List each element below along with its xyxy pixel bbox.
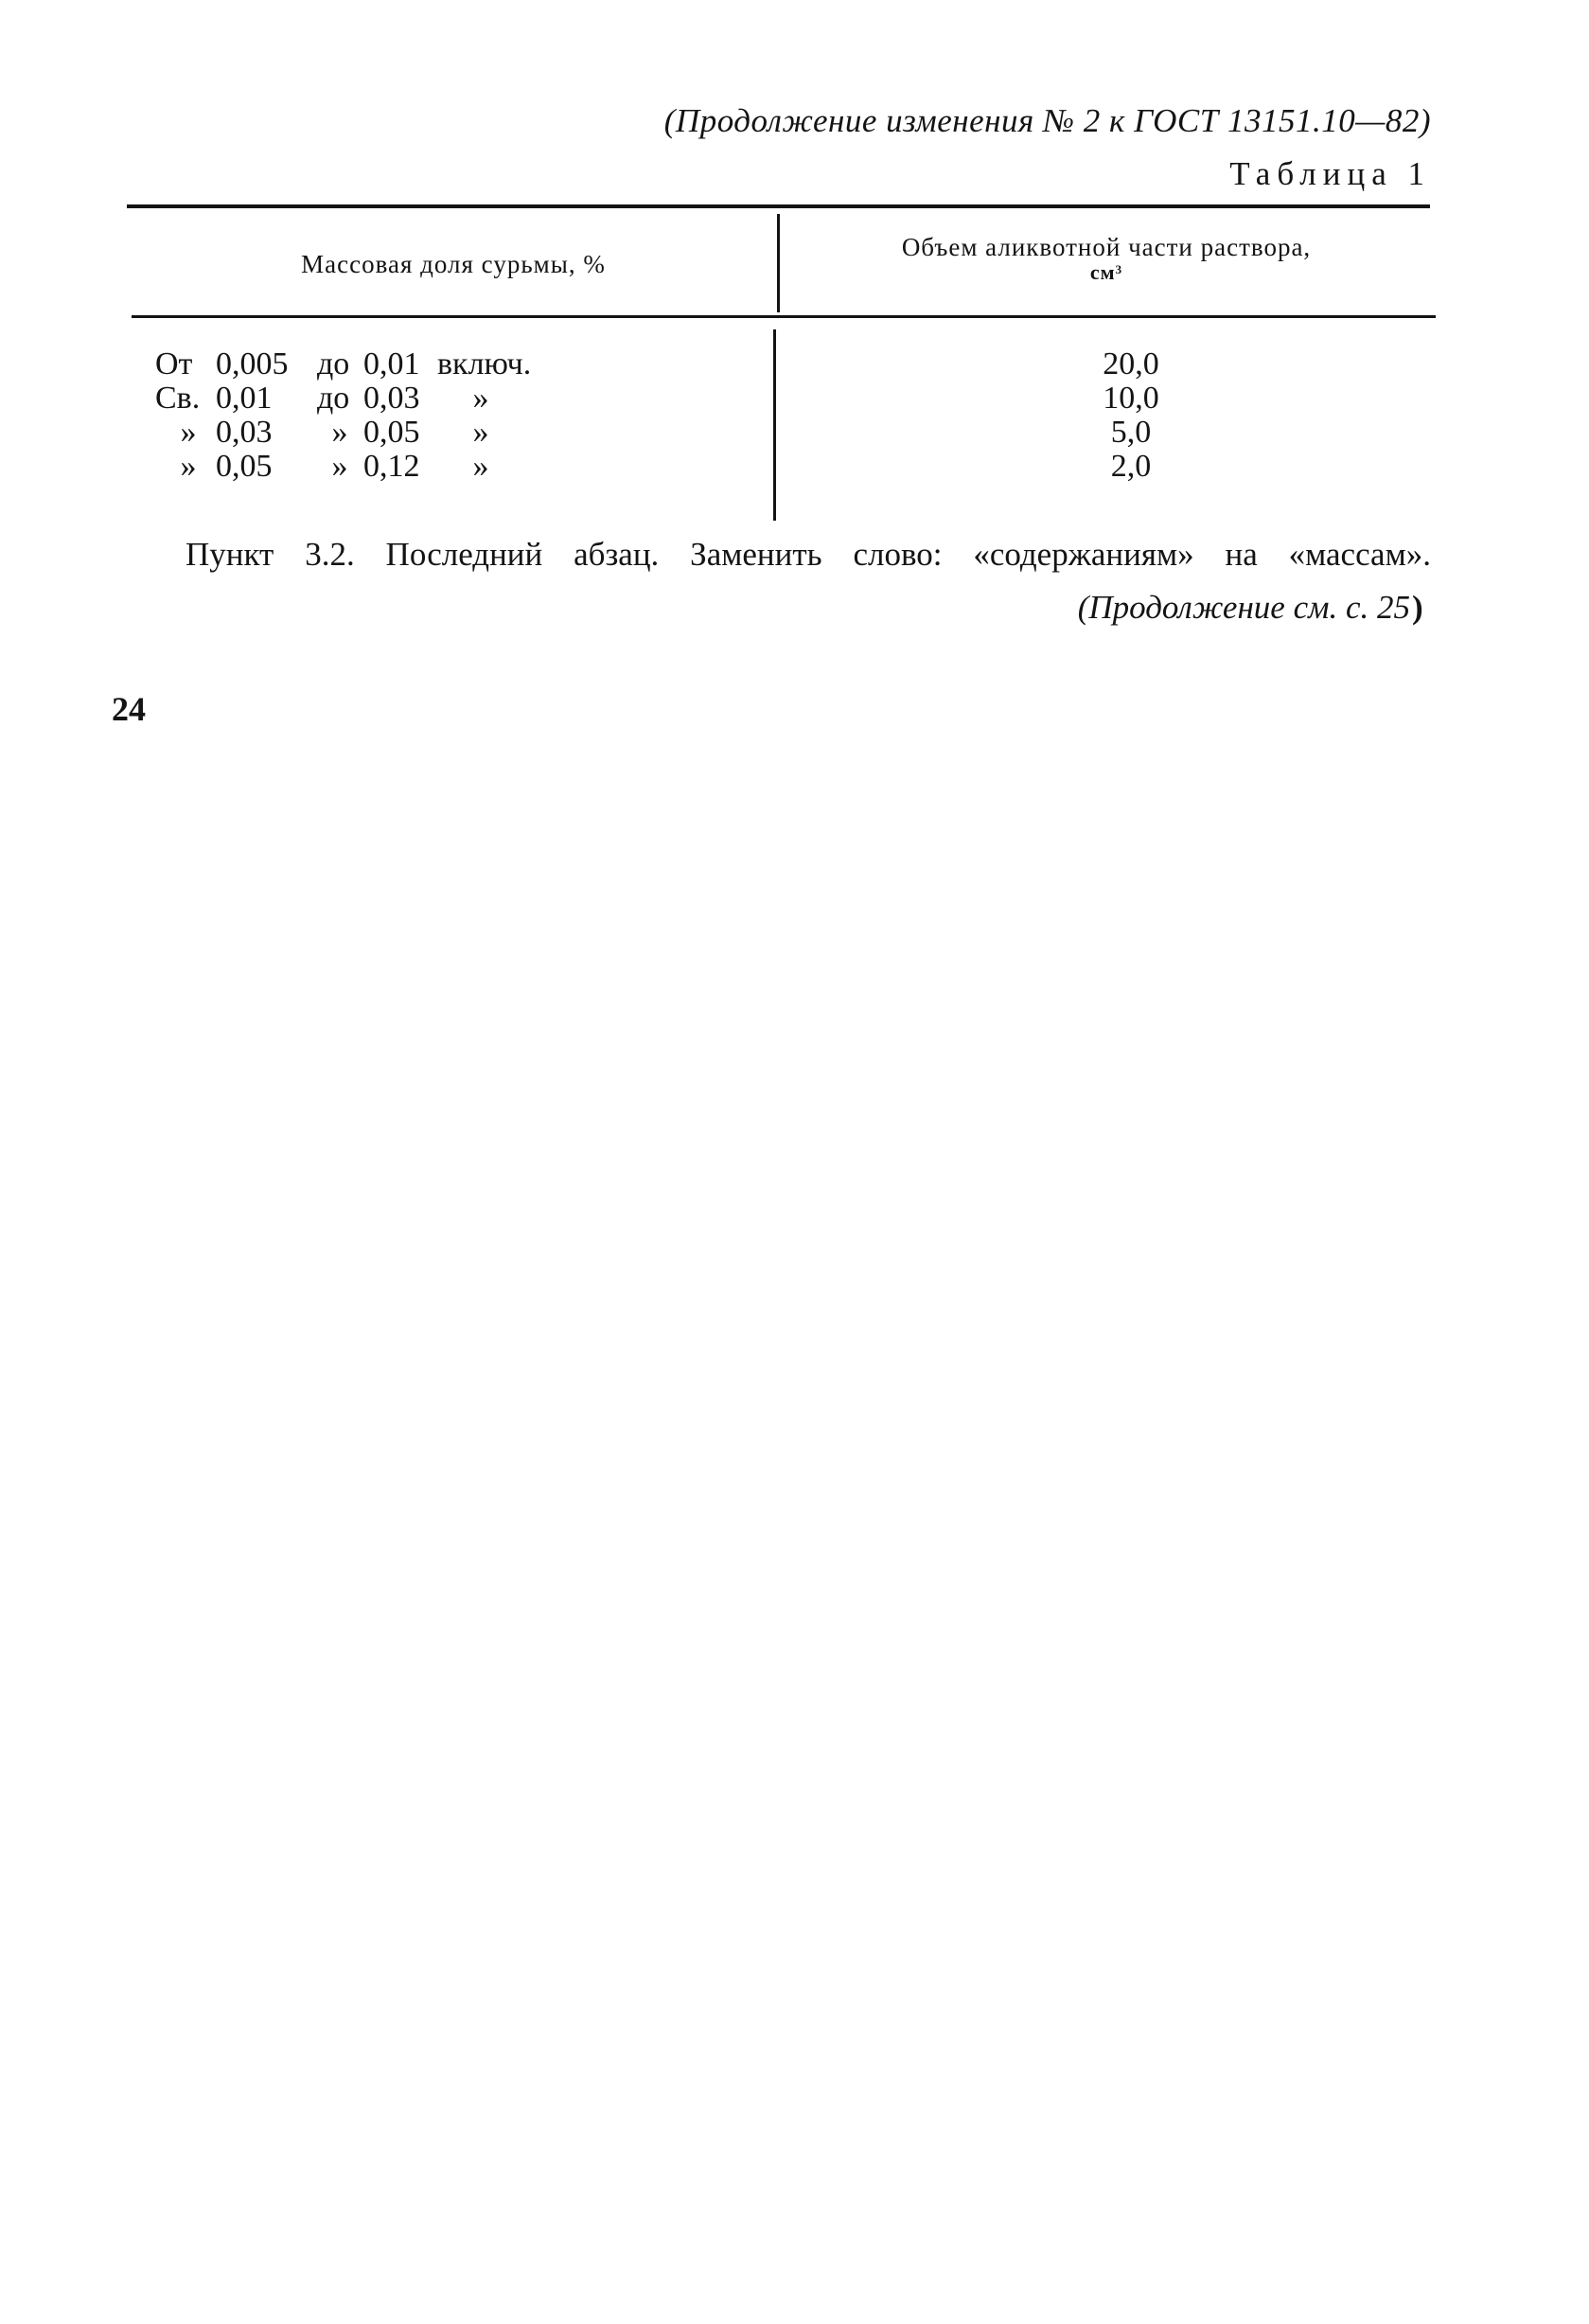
range-suffix: »: [472, 449, 489, 484]
range-to-word: »: [331, 415, 348, 450]
unit-text: см: [1089, 260, 1116, 284]
continuation-footer: (Продолжение см. с. 25: [1077, 589, 1410, 626]
continuation-header: (Продолжение изменения № 2 к ГОСТ 13151.10—82): [663, 102, 1431, 139]
page-number: 24: [112, 690, 146, 728]
range-from: 0,05: [216, 449, 273, 484]
range-suffix: »: [472, 381, 489, 416]
range-to-word: »: [331, 449, 348, 484]
table-row: [0, 346, 1589, 381]
range-to: 0,12: [363, 449, 420, 484]
column-header-aliquot-volume: [782, 233, 1431, 284]
table-row: [0, 381, 1589, 415]
table-header-column-divider: [777, 214, 780, 312]
range-prefix: Св.: [155, 381, 201, 416]
range-prefix: От: [155, 346, 193, 381]
column-header-aliquot-volume-label: Объем аликвотной части раствора,: [901, 233, 1312, 261]
range-to: 0,03: [363, 381, 420, 416]
range-to-word: до: [317, 381, 350, 416]
range-prefix: »: [180, 415, 197, 450]
range-suffix: »: [472, 415, 489, 450]
range-prefix: »: [180, 449, 197, 484]
table-caption: Таблица 1: [1229, 155, 1431, 192]
table-header-rule: [132, 315, 1436, 318]
range-to: 0,05: [363, 415, 420, 450]
aliquot-volume-value: 2,0: [1110, 449, 1152, 484]
column-header-unit: [782, 260, 1431, 284]
range-suffix: включ.: [437, 346, 532, 381]
table-row: [0, 449, 1589, 483]
aliquot-volume-value: 10,0: [1103, 381, 1159, 416]
amendment-paragraph: Пункт 3.2. Последний абзац. Заменить слово: «содержаниям» на «массам».: [185, 536, 1431, 573]
unit-superscript: 3: [1115, 262, 1123, 276]
range-to: 0,01: [363, 346, 420, 381]
column-header-mass-fraction: Массовая доля сурьмы, %: [301, 250, 606, 278]
table-row: [0, 415, 1589, 449]
range-to-word: до: [317, 346, 350, 381]
aliquot-volume-value: 20,0: [1103, 346, 1159, 381]
range-from: 0,01: [216, 381, 273, 416]
range-from: 0,005: [216, 346, 289, 381]
continuation-footer-paren: ): [1412, 589, 1423, 626]
aliquot-volume-value: 5,0: [1110, 415, 1152, 450]
table-top-rule: [127, 204, 1430, 208]
range-from: 0,03: [216, 415, 273, 450]
